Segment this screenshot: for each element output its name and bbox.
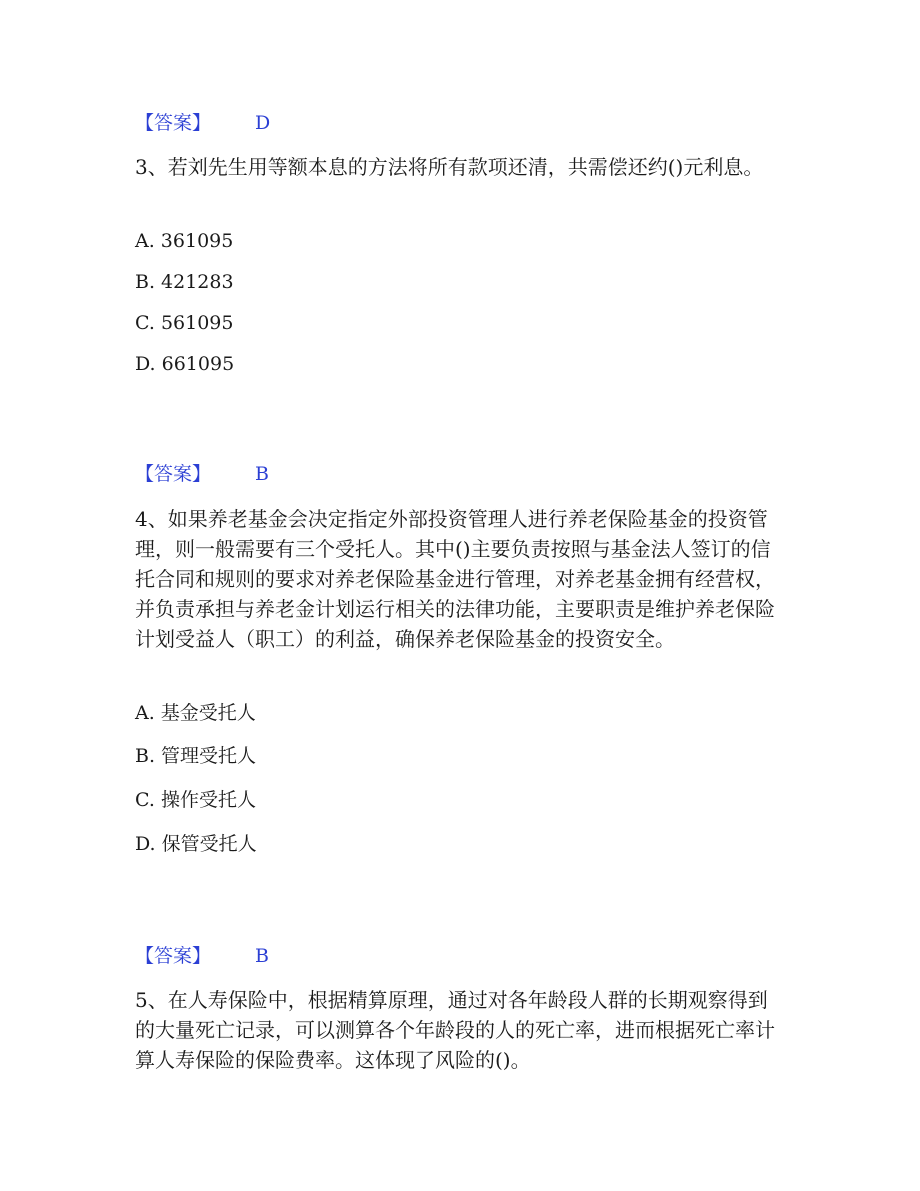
answer-row-1 bbox=[135, 110, 785, 136]
question-4-option-b: B. 管理受托人 bbox=[135, 745, 257, 767]
answer-row-2 bbox=[135, 461, 785, 487]
question-3-option-b: B. 421283 bbox=[135, 271, 234, 293]
answer-value: B bbox=[255, 463, 269, 485]
question-3-text: 3、若刘先生用等额本息的方法将所有款项还清，共需偿还约()元利息。 bbox=[135, 155, 764, 179]
answer-value: D bbox=[255, 112, 271, 134]
question-5-text: 5、在人寿保险中，根据精算原理，通过对各年龄段人群的长期观察得到的大量死亡记录，可以测算各个年龄段的人的死亡率，进而根据死亡率计算人寿保险的保险费率。这体现了风险的()。 bbox=[135, 988, 775, 1072]
answer-label: 【答案】 bbox=[135, 112, 212, 134]
answer-label: 【答案】 bbox=[135, 463, 212, 485]
question-4-option-a: A. 基金受托人 bbox=[135, 702, 256, 724]
answer-label: 【答案】 bbox=[135, 945, 212, 967]
answer-value: B bbox=[255, 945, 269, 967]
question-3-option-c: C. 561095 bbox=[135, 312, 234, 334]
question-3-option-a: A. 361095 bbox=[135, 230, 234, 252]
answer-row-3 bbox=[135, 943, 785, 969]
question-4-text: 4、如果养老基金会决定指定外部投资管理人进行养老保险基金的投资管理，则一般需要有三个受托人。其中()主要负责按照与基金法人签订的信托合同和规则的要求对养老保险基金进行管理，对养老基金拥有经营权，并负责承担与养老金计划运行相关的法律功能，主要职责是维护养老保险计划受益人（职工）的利益，确保养老保险基金的投资安全。 bbox=[135, 507, 775, 651]
question-4-option-c: C. 操作受托人 bbox=[135, 789, 256, 811]
question-3-option-d: D. 661095 bbox=[135, 353, 235, 375]
question-4-option-d: D. 保管受托人 bbox=[135, 833, 257, 855]
